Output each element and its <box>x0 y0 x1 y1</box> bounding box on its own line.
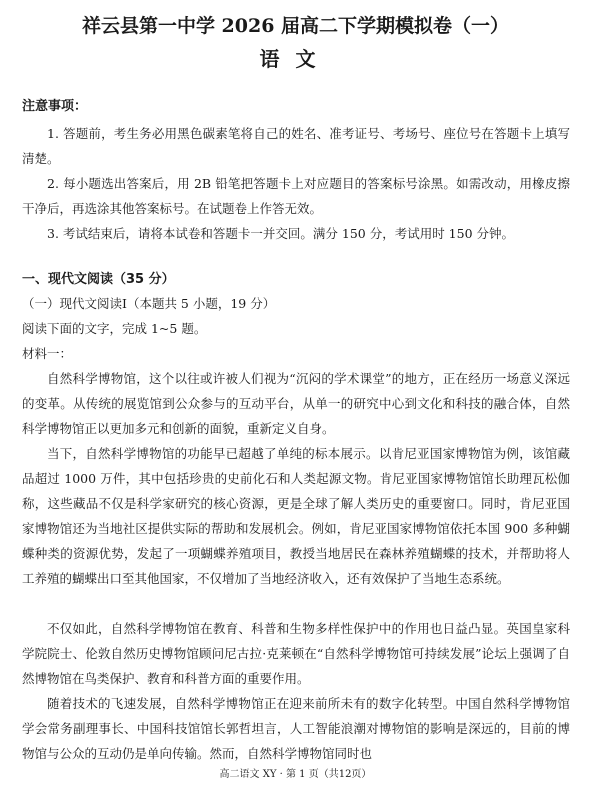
notice-item-1: 1. 答题前，考生务必用黑色碳素笔将自己的姓名、准考证号、考场号、座位号在答题卡上填写清楚。 <box>22 126 570 166</box>
body-paragraph-3: 不仅如此，自然科学博物馆在教育、科普和生物多样性保护中的作用也日益凸显。英国皇家科学院院士、伦敦自然历史博物馆顾问尼古拉·克莱顿在“自然科学博物馆可持续发展”论坛上强调了自然博物馆在鸟类保护、教育和科普方面的重要作用。 <box>22 621 570 686</box>
subject-title: 语文 <box>259 47 332 71</box>
body-paragraph-4: 随着技术的飞速发展，自然科学博物馆正在迎来前所未有的数字化转型。中国自然科学博物馆学会常务副理事长、中国科技馆馆长郭哲坦言，人工智能浪潮对博物馆的影响是深远的，目前的博物馆与公众的互动仍是单向传输。然而，自然科学博物馆同时也 <box>22 696 570 761</box>
exam-title: 祥云县第一中学 2026 届高二下学期模拟卷（一） <box>81 15 510 37</box>
body-paragraph-2: 当下，自然科学博物馆的功能早已超越了单纯的标本展示。以肯尼亚国家博物馆为例，该馆藏品超过 1000 万件，其中包括珍贵的史前化石和人类起源文物。肯尼亚国家博物馆馆长助理瓦松伽称，这些藏品不仅是科学家研究的核心资源，更是全球了解人类历史的重要窗口。同时，肯尼亚国家博物馆还为当地社区提供实际的帮助和发展机会。例如，肯尼亚国家博物馆依托本国 900 多种蝴蝶种类的资源优势，发起了一项蝴蝶养殖项目，教授当地居民在森林养殖蝴蝶的技术，并帮助将人工养殖的蝴蝶出口至其他国家，不仅增加了当地经济收入，还有效保护了当地生态系统。 <box>22 446 570 586</box>
notice-item-3: 3. 考试结束后，请将本试卷和答题卡一并交回。满分 150 分，考试用时 150 分钟。 <box>47 226 515 241</box>
notice-heading: 注意事项： <box>22 99 88 114</box>
notice-item-2: 2. 每小题选出答案后，用 2B 铅笔把答题卡上对应题目的答案标号涂黑。如需改动，用橡皮擦干净后，再选涂其他答案标号。在试题卷上作答无效。 <box>22 176 570 216</box>
section-subheading: （一）现代文阅读Ⅰ（本题共 5 小题，19 分） <box>22 296 276 311</box>
page-footer: 高二语文 XY · 第 1 页（共12页） <box>219 769 372 780</box>
material-label: 材料一： <box>22 346 73 361</box>
section-heading: 一、现代文阅读（35 分） <box>22 272 175 287</box>
reading-instruction: 阅读下面的文字，完成 1~5 题。 <box>22 321 207 336</box>
body-paragraph-1: 自然科学博物馆，这个以往或许被人们视为“沉闷的学术课堂”的地方，正在经历一场意义深远的变革。从传统的展览馆到公众参与的互动平台，从单一的研究中心到文化和科技的融合体，自然科学博物馆正以更加多元和创新的面貌，重新定义自身。 <box>22 371 570 436</box>
